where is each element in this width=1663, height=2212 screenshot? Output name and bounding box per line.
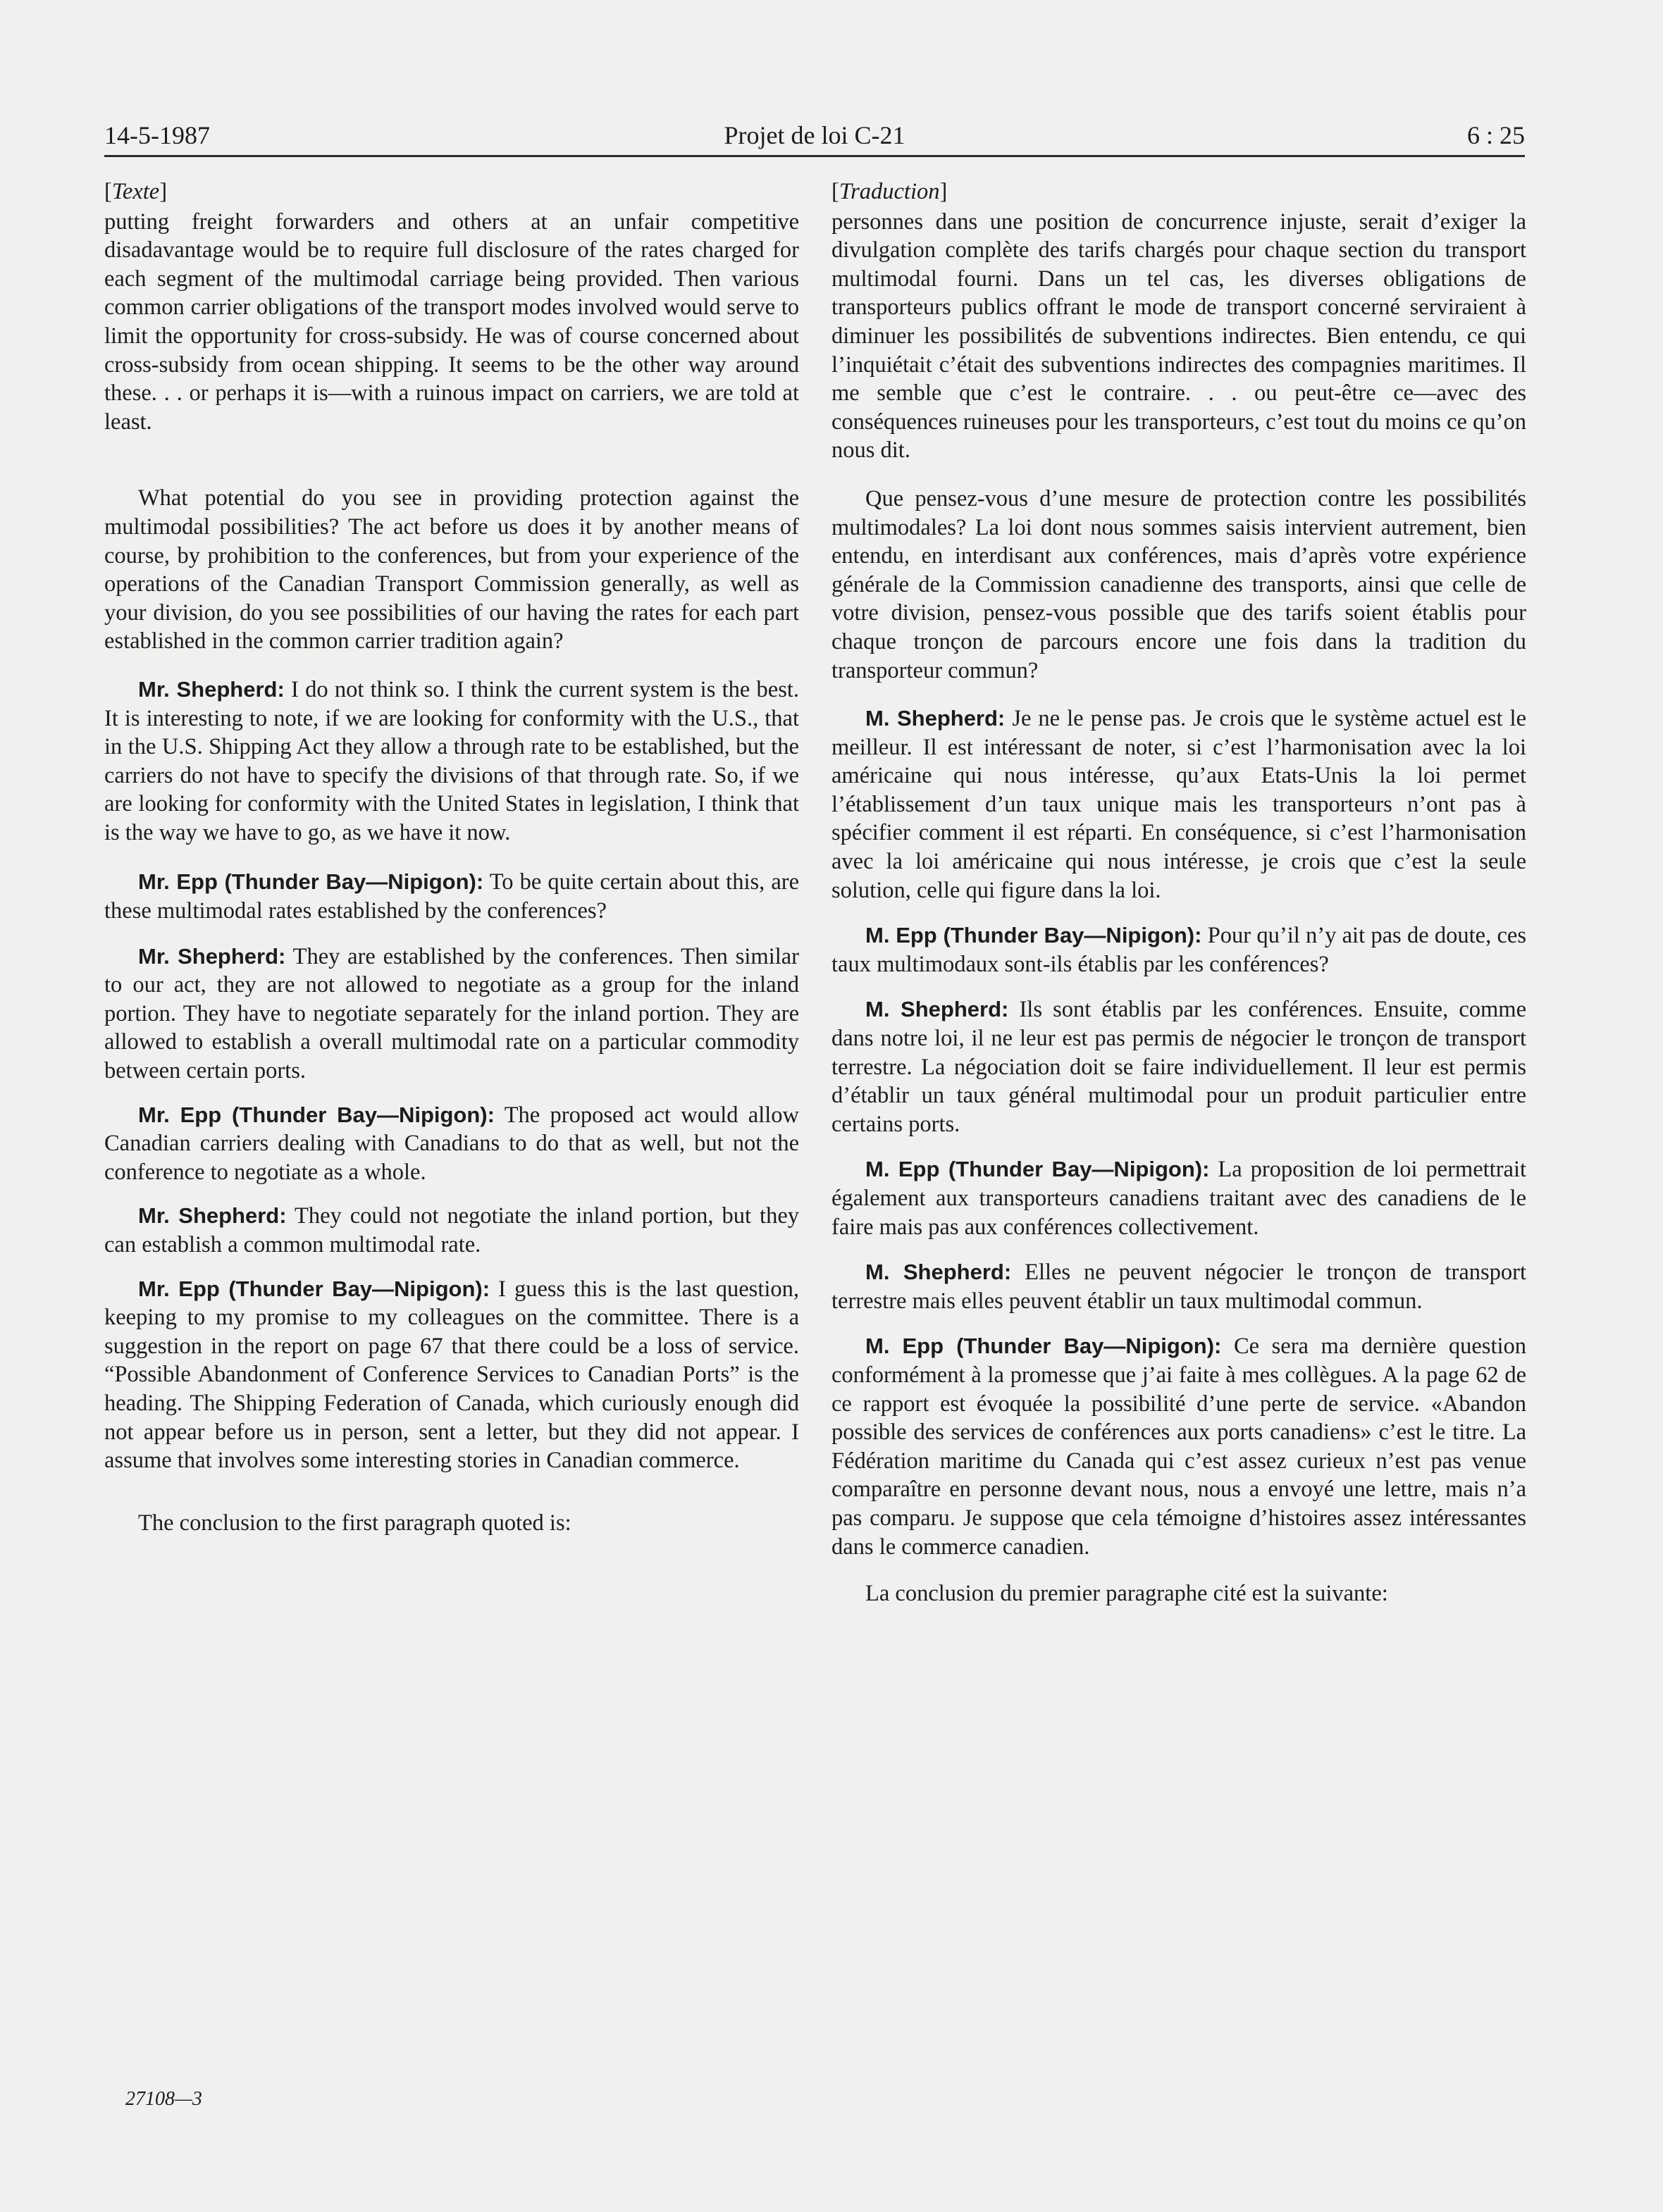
paragraph-text: Je ne le pense pas. Je crois que le système actuel est le meilleur. Il est intéressant de noter, si c’est l’harmonisation avec la loi américaine qui nous intéresse, qu’aux Etats-Unis la loi permet l’établissement d’un taux unique mais les transporteurs n’ont pas à spécifier comment il est réparti. En conséquence, si c’est l’harmonisation avec la loi américaine qui nous intéresse, je crois que c’est la seule solution, celle qui figure dans la loi.: [832, 706, 1526, 903]
speaker-name: M. Epp (Thunder Bay—Nipigon):: [865, 1157, 1210, 1182]
speech-paragraph: [832, 1155, 1526, 1241]
print-code: 27108—3: [125, 2088, 202, 2110]
speech-paragraph: [832, 1258, 1526, 1315]
speaker-name: M. Shepherd:: [865, 997, 1009, 1022]
english-column: [104, 178, 799, 1558]
paragraph-text: La proposition de loi permettrait également aux transporteurs canadiens traitant avec des canadiens de le faire mais pas aux conférences collectivement.: [832, 1157, 1526, 1240]
paragraph: [832, 485, 1526, 685]
header-title: Projet de loi C-21: [724, 121, 905, 149]
speaker-name: Mr. Epp (Thunder Bay—Nipigon):: [138, 1276, 490, 1301]
speaker-name: M. Shepherd:: [865, 706, 1006, 731]
column-label-texte: [Texte]: [104, 179, 168, 204]
paragraph: [832, 1579, 1526, 1608]
speech-paragraph: [832, 921, 1526, 978]
paragraph-text: Elles ne peuvent négocier le tronçon de transport terrestre mais elles peuvent établir un taux multimodal commun.: [832, 1260, 1526, 1314]
header-date: 14-5-1987: [104, 121, 210, 149]
speaker-name: M. Epp (Thunder Bay—Nipigon):: [865, 923, 1202, 948]
paragraph-text: La conclusion du premier paragraphe cité est la suivante:: [865, 1581, 1388, 1607]
paragraph: [104, 208, 799, 437]
speech-paragraph: [104, 1101, 799, 1187]
paragraph-text: What potential do you see in providing protection against the multimodal possibilities? The act before us does it by another means of course, by prohibition to the conferences, but from your experience of the operations of the Canadian Transport Commission generally, as well as your division, do you see possibilities of our having the rates for each part established in the common carrier tradition again?: [104, 485, 799, 654]
header-page-number: 6 : 25: [1466, 121, 1525, 149]
paragraph-text: They could not negotiate the inland portion, but they can establish a common multimodal rate.: [104, 1203, 799, 1257]
french-column: [832, 178, 1526, 1629]
speaker-name: M. Shepherd:: [865, 1260, 1012, 1285]
paragraph-text: personnes dans une position de concurrence injuste, serait d’exiger la divulgation complète des tarifs chargés pour chaque section du transport multimodal fourni. Dans un tel cas, les diverses obligations de transporteurs publics offrant le mode de transport concerné serviraient à diminuer les possibilités de subventions indirectes. Bien entendu, ce qui l’inquiétait c’était des subventions indirectes des compagnies maritimes. Il me semble que c’est le contraire. . . ou peut-être ce—avec des conséquences ruineuses pour les transporteurs, c’est tout du moins ce qu’on nous dit.: [832, 209, 1526, 464]
paragraph-text: To be quite certain about this, are these multimodal rates established by the conferences?: [104, 869, 800, 924]
paragraph-text: They are established by the conferences. Then similar to our act, they are not allowed to negotiate as a group for the inland portion. They have to negotiate separately for the inland portion. They are allowed to establish a overall multimodal rate on a particular commodity between certain ports.: [104, 943, 799, 1084]
speech-paragraph: [832, 1332, 1526, 1561]
speech-paragraph: [104, 676, 799, 847]
paragraph: [104, 484, 799, 656]
speech-paragraph: [832, 704, 1526, 905]
speaker-name: Mr. Shepherd:: [138, 676, 285, 702]
speech-paragraph: [104, 1202, 799, 1259]
speaker-name: Mr. Shepherd:: [138, 943, 286, 969]
paragraph-text: Que pensez-vous d’une mesure de protection contre les possibilités multimodales? La loi dont nous sommes saisis intervient autrement, bien entendu, en interdisant aux conférences, mais d’après votre expérience générale de la Commission canadienne des transports, ainsi que celle de votre division, pensez-vous possible que des tarifs soient établis pour chaque tronçon de parcours encore une fois dans la tradition du transporteur commun?: [832, 485, 1526, 683]
speech-paragraph: [832, 995, 1526, 1138]
speaker-name: Mr. Epp (Thunder Bay—Nipigon):: [138, 869, 484, 895]
paragraph-text: I guess this is the last question, keeping to my promise to my colleagues on the committee. There is a suggestion in the report on page 67 that there could be a loss of service. “Possible Abandonment of Conference Services to Canadian Ports” is the heading. The Shipping Federation of Canada, which curiously enough did not appear before us in person, sent a letter, but they did not appear. I assume that involves some interesting stories in Canadian commerce.: [104, 1276, 800, 1474]
speech-paragraph: [104, 943, 799, 1086]
paragraph-text: putting freight forwarders and others at an unfair competitive disadavantage would be to require full disclosure of the rates charged for each segment of the multimodal carriage being provided. Then various common carrier obligations of the transport modes involved would serve to limit the opportunity for cross-subsidy. He was of course concerned about cross-subsidy from ocean shipping. It seems to be the other way around these. . . or perhaps it is—with a ruinous impact on carriers, we are told at least.: [104, 209, 799, 435]
column-label-text: Traduction: [839, 179, 940, 204]
speech-paragraph: [104, 1275, 799, 1475]
speaker-name: Mr. Shepherd:: [138, 1203, 287, 1229]
paragraph: [832, 208, 1526, 465]
speech-paragraph: [104, 868, 799, 925]
paragraph-text: I do not think so. I think the current system is the best. It is interesting to note, if we are looking for conformity with the U.S., that in the U.S. Shipping Act they allow a through rate to be established, but the carriers do not have to specify the divisions of that through rate. So, if we are looking for conformity with the United States in legislation, I think that is the way we have to go, as we have it now.: [104, 676, 800, 845]
paragraph: [104, 1509, 799, 1538]
page-header: [104, 118, 1525, 157]
column-label-text: Texte: [111, 179, 160, 204]
speaker-name: Mr. Epp (Thunder Bay—Nipigon):: [138, 1102, 495, 1127]
column-label-traduction: [Traduction]: [832, 179, 948, 204]
speaker-name: M. Epp (Thunder Bay—Nipigon):: [865, 1334, 1222, 1359]
paragraph-text: The proposed act would allow Canadian carriers dealing with Canadians to do that as well, but not the conference to negotiate as a whole.: [104, 1102, 799, 1185]
paragraph-text: Ils sont établis par les conférences. Ensuite, comme dans notre loi, il ne leur est pas permis de négocier le tronçon de transport terrestre. La négociation doit se faire individuellement. Il leur est permis d’établir un taux général multimodal pour un produit particulier entre certains ports.: [832, 997, 1526, 1137]
paragraph-text: Ce sera ma dernière question conformément à la promesse que j’ai faite à mes collègues. A la page 62 de ce rapport est évoquée la possibilité d’une perte de service. «Abandon possible des services de conférences aux ports canadiens» c’est le titre. La Fédération maritime du Canada qui c’est assez curieux n’est pas venue comparaître en personne devant nous, nous a envoyé une lettre, mais n’a pas comparu. Je suppose que cela témoigne d’histoires assez intéressantes dans le commerce canadien.: [832, 1334, 1526, 1560]
paragraph-text: Pour qu’il n’y ait pas de doute, ces taux multimodaux sont-ils établis par les conférences?: [832, 923, 1526, 977]
paragraph-text: The conclusion to the first paragraph quoted is:: [138, 1510, 571, 1536]
